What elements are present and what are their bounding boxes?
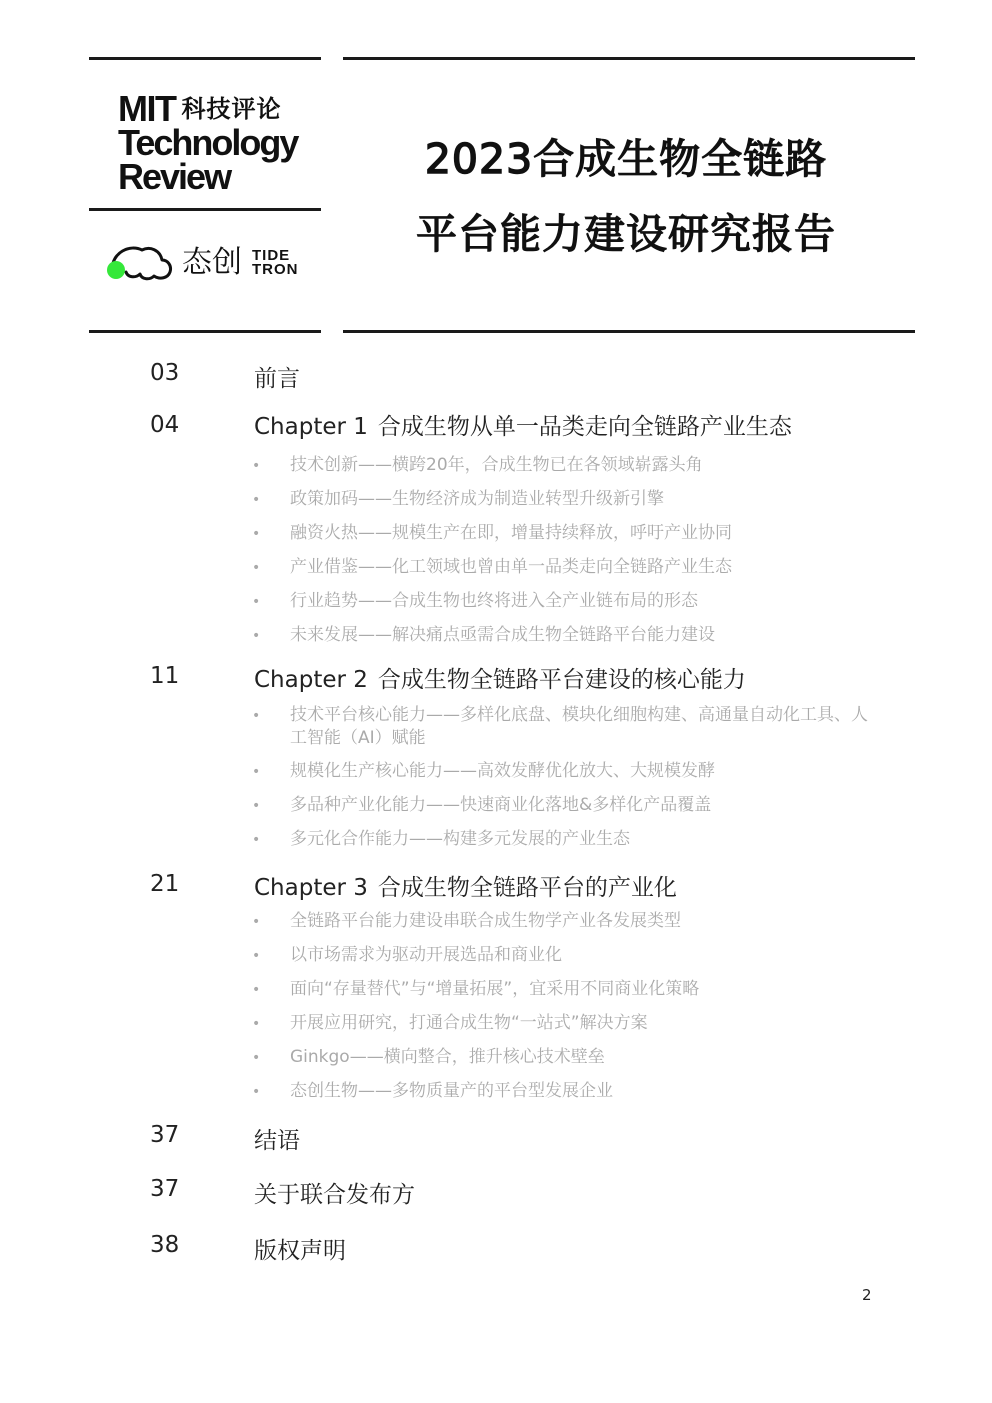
bullet-icon: • — [252, 832, 261, 848]
logo-tidetron-text — [252, 249, 299, 277]
mit-technology-review-logo — [118, 88, 318, 197]
bullet-icon: • — [252, 1050, 261, 1066]
toc-page-chapter-2: 11 — [150, 663, 180, 689]
chapter-3-title: 合成生物全链路平台的产业化 — [377, 875, 677, 901]
logo-divider-rule — [89, 208, 321, 211]
chapter-1-title: 合成生物从单一品类走向全链路产业生态 — [377, 414, 792, 440]
toc-entry-chapter-1[interactable] — [254, 408, 792, 441]
bullet-icon: • — [252, 526, 261, 542]
toc-page-copyright: 38 — [150, 1232, 180, 1258]
top-rule-left — [89, 57, 321, 60]
toc-entry-about[interactable]: 关于联合发布方 — [254, 1182, 415, 1208]
toc-subitem[interactable]: 融资火热——规模生产在即，增量持续释放，呼吁产业协同 — [290, 523, 732, 543]
bullet-icon: • — [252, 628, 261, 644]
toc-subitem[interactable]: 多元化合作能力——构建多元发展的产业生态 — [290, 829, 630, 849]
toc-entry-copyright[interactable]: 版权声明 — [254, 1238, 346, 1264]
logo-review-text: Review — [118, 156, 231, 197]
bullet-icon: • — [252, 560, 261, 576]
green-dot-icon — [107, 261, 125, 279]
bullet-icon: • — [252, 1084, 261, 1100]
bullet-icon: • — [252, 948, 261, 964]
chapter-3-label: Chapter 3 — [254, 875, 368, 901]
bullet-icon: • — [252, 982, 261, 998]
bullet-icon: • — [252, 914, 261, 930]
tidetron-mark-icon — [102, 240, 178, 286]
toc-subitem[interactable]: 政策加码——生物经济成为制造业转型升级新引擎 — [290, 489, 664, 509]
toc-subitem[interactable]: 技术创新——横跨20年，合成生物已在各领域崭露头角 — [290, 455, 703, 475]
report-title-line-2: 平台能力建设研究报告 — [416, 210, 836, 258]
toc-subitem[interactable]: 未来发展——解决痛点亟需合成生物全链路平台能力建设 — [290, 625, 715, 645]
toc-entry-conclusion[interactable]: 结语 — [254, 1128, 300, 1154]
bullet-icon: • — [252, 764, 261, 780]
chapter-1-label: Chapter 1 — [254, 414, 368, 440]
bullet-icon: • — [252, 1016, 261, 1032]
logo-mit-text: MIT — [118, 88, 176, 129]
logo-tide-cn-text: 态创 — [182, 245, 242, 280]
logo-tide-text: TIDE — [252, 247, 291, 264]
bullet-icon: • — [252, 708, 261, 724]
toc-page-chapter-1: 04 — [150, 412, 180, 438]
toc-page-chapter-3: 21 — [150, 871, 180, 897]
report-title-line-1: 2023合成生物全链路 — [424, 135, 828, 183]
toc-subitem[interactable]: 技术平台核心能力——多样化底盘、模块化细胞构建、高通量自动化工具、人工智能（AI）赋能 — [290, 705, 868, 748]
toc-page-conclusion: 37 — [150, 1122, 180, 1148]
toc-subitem[interactable]: 以市场需求为驱动开展选品和商业化 — [290, 945, 562, 965]
toc-entry-chapter-2[interactable] — [254, 661, 746, 694]
top-rule-right — [343, 57, 915, 60]
toc-subitem[interactable]: 行业趋势——合成生物也终将进入全产业链布局的形态 — [290, 591, 698, 611]
toc-page-preface: 03 — [150, 360, 180, 386]
toc-subitem[interactable]: 面向“存量替代”与“增量拓展”，宜采用不同商业化策略 — [290, 979, 700, 999]
page-number: 2 — [862, 1286, 872, 1304]
bullet-icon: • — [252, 458, 261, 474]
bullet-icon: • — [252, 798, 261, 814]
bullet-icon: • — [252, 594, 261, 610]
toc-entry-chapter-3[interactable] — [254, 869, 677, 902]
toc-subitem[interactable]: 产业借鉴——化工领域也曾由单一品类走向全链路产业生态 — [290, 557, 732, 577]
toc-page-about: 37 — [150, 1176, 180, 1202]
logo-technology-text: Technology — [118, 122, 298, 163]
toc-entry-preface[interactable]: 前言 — [254, 366, 300, 392]
logo-mit-cn-text: 科技评论 — [181, 95, 282, 123]
toc-subitem[interactable]: 开展应用研究，打通合成生物“一站式”解决方案 — [290, 1013, 648, 1033]
chapter-2-label: Chapter 2 — [254, 667, 368, 693]
toc-subitem[interactable]: Ginkgo——横向整合，推升核心技术壁垒 — [290, 1047, 605, 1067]
toc-subitem[interactable]: 态创生物——多物质量产的平台型发展企业 — [290, 1081, 613, 1101]
chapter-2-title: 合成生物全链路平台建设的核心能力 — [377, 667, 746, 693]
bottom-rule-right — [343, 330, 915, 333]
toc-subitem[interactable]: 多品种产业化能力——快速商业化落地&多样化产品覆盖 — [290, 795, 712, 815]
tidetron-logo — [102, 240, 322, 290]
bottom-rule-left — [89, 330, 321, 333]
logo-tron-text: TRON — [252, 261, 299, 278]
toc-subitem[interactable]: 全链路平台能力建设串联合成生物学产业各发展类型 — [290, 911, 681, 931]
toc-subitem[interactable]: 规模化生产核心能力——高效发酵优化放大、大规模发酵 — [290, 761, 715, 781]
bullet-icon: • — [252, 492, 261, 508]
